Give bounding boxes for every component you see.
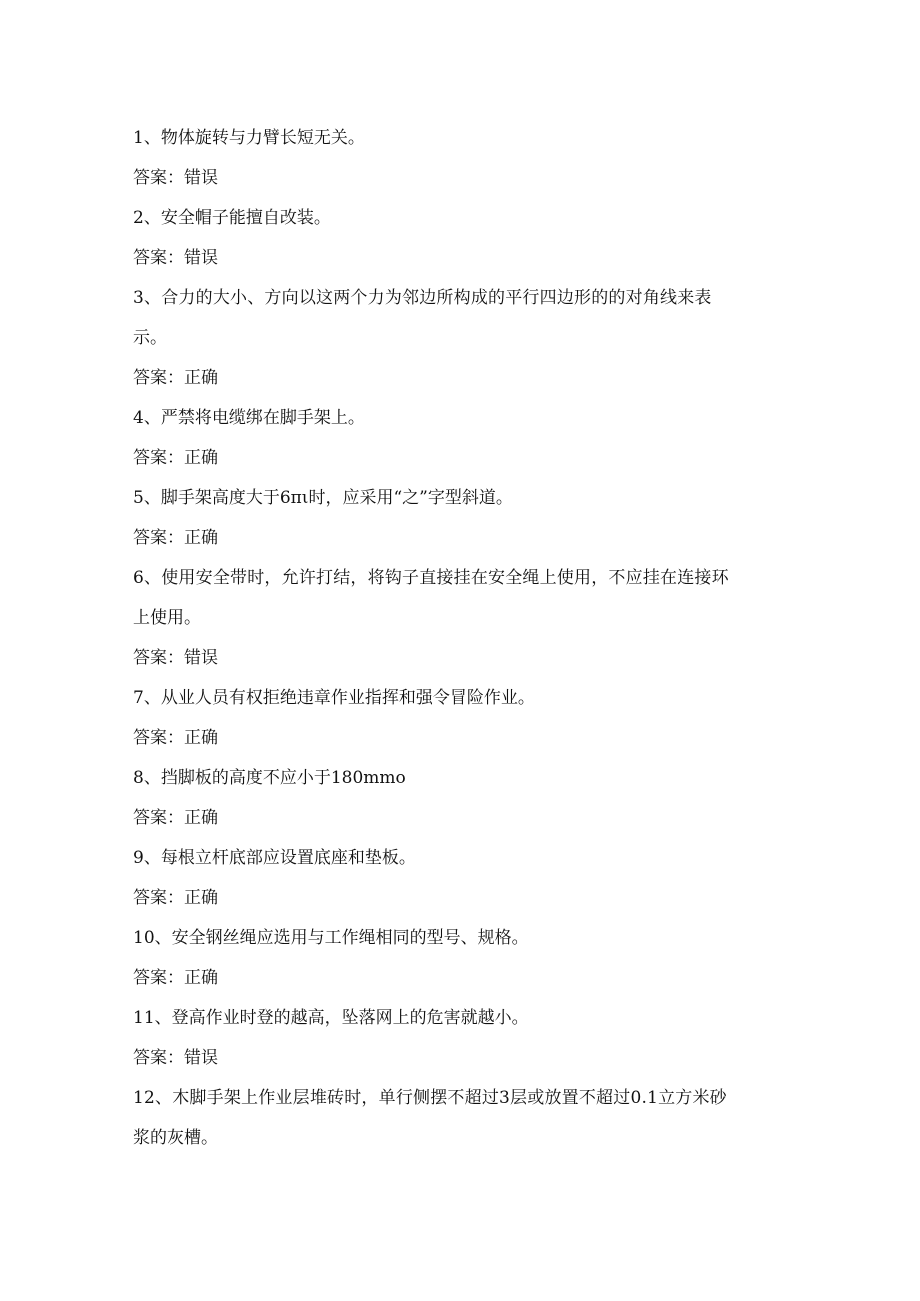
question-8: 8、挡脚板的高度不应小于180mmo	[133, 768, 406, 788]
question-12: 12、木脚手架上作业层堆砖时，单行侧摆不超过3层或放置不超过0.1立方米砂	[133, 1088, 727, 1108]
question-6-continued: 上使用。	[133, 608, 201, 628]
question-4: 4、严禁将电缆绑在脚手架上。	[133, 408, 365, 428]
answer-8: 答案：正确	[133, 808, 218, 828]
question-6: 6、使用安全带时，允许打结，将钩子直接挂在安全绳上使用，不应挂在连接环	[133, 568, 729, 588]
question-7: 7、从业人员有权拒绝违章作业指挥和强令冒险作业。	[133, 688, 535, 708]
answer-11: 答案：错误	[133, 1048, 218, 1068]
question-3: 3、合力的大小、方向以这两个力为邻边所构成的平行四边形的的对角线来表	[133, 288, 712, 308]
answer-1: 答案：错误	[133, 168, 218, 188]
question-9: 9、每根立杆底部应设置底座和垫板。	[133, 848, 416, 868]
question-list	[133, 118, 793, 1158]
answer-10: 答案：正确	[133, 968, 218, 988]
answer-6: 答案：错误	[133, 648, 218, 668]
question-12-continued: 浆的灰槽。	[133, 1128, 218, 1148]
answer-7: 答案：正确	[133, 728, 218, 748]
question-1: 1、物体旋转与力臂长短无关。	[133, 128, 365, 148]
question-2: 2、安全帽子能擅自改装。	[133, 208, 331, 228]
answer-3: 答案：正确	[133, 368, 218, 388]
question-3-continued: 示。	[133, 328, 167, 348]
answer-4: 答案：正确	[133, 448, 218, 468]
question-10: 10、安全钢丝绳应选用与工作绳相同的型号、规格。	[133, 928, 529, 948]
answer-2: 答案：错误	[133, 248, 218, 268]
question-5: 5、脚手架高度大于6πι时，应采用“之”字型斜道。	[133, 488, 513, 508]
question-11: 11、登高作业时登的越高，坠落网上的危害就越小。	[133, 1008, 529, 1028]
answer-9: 答案：正确	[133, 888, 218, 908]
answer-5: 答案：正确	[133, 528, 218, 548]
